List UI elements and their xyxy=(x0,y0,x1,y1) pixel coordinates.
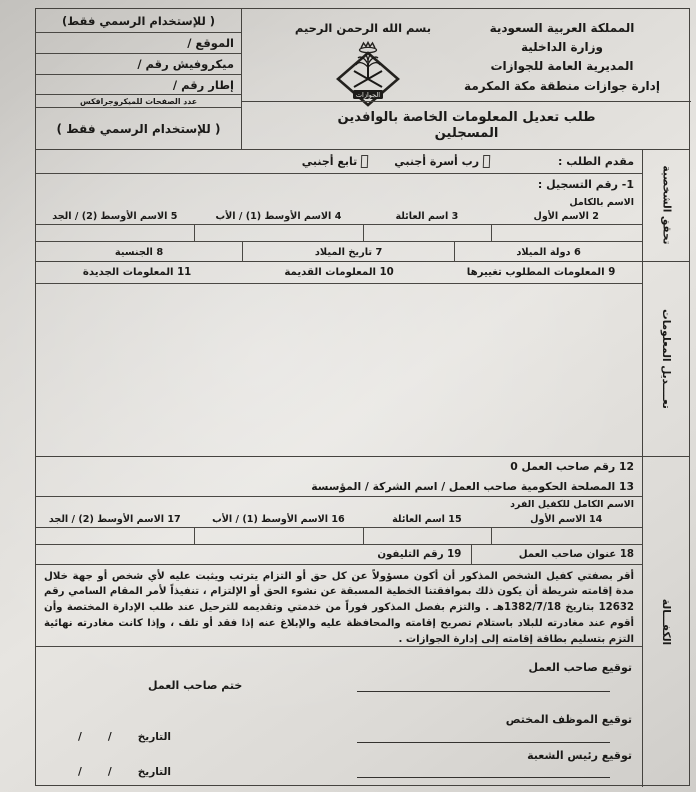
sponsor-fullname-label: الاسم الكامل للكفيل الفرد xyxy=(510,498,634,510)
chief-date-label: التاريخ xyxy=(137,765,172,778)
applicant-type-row xyxy=(36,150,642,174)
family-head-checkbox[interactable] xyxy=(483,155,490,168)
sidebar-sponsorship-label: الكفـــالة xyxy=(659,598,672,645)
dependent-option-label: تابع أجنبي xyxy=(301,155,358,168)
phone-number-label: 19 رقم التليفون xyxy=(377,548,462,560)
section-chief-signature-label: توقيع رئيس الشعبة xyxy=(527,748,632,762)
signatures-area xyxy=(36,647,642,787)
family-name-header: 3 اسم العائلة xyxy=(395,211,459,222)
location-label: الموقع / xyxy=(187,36,234,50)
officer-signature-line[interactable] xyxy=(357,742,610,743)
phone-number-cell[interactable] xyxy=(36,545,472,564)
sponsor-first-name-header: 14 الاسم الأول xyxy=(530,513,603,525)
employer-signature-label: توقيع صاحب العمل xyxy=(528,660,632,674)
old-info-header: 10 المعلومات القديمة xyxy=(284,267,394,278)
government-employer-label: 13 المصلحة الحكومية صاحب العمل / اسم الشركة / المؤسسة xyxy=(311,479,634,493)
form-title xyxy=(242,101,691,149)
employer-number-field[interactable] xyxy=(36,457,642,477)
employer-address-label: 18 عنوان صاحب العمل xyxy=(518,548,634,560)
family-name-cell[interactable] xyxy=(363,225,490,241)
sponsor-pledge-paragraph: أقر بصفتي كفيل الشخص المذكور أن أكون مسؤولاً عن كل حق أو التزام يترتب ويثبت عليه لأي شخص أو جهة خلال مدة إقامته شريطة أن يكون ذلك بموافقتنا الخطية المسبقة عن نشوء الحق أو الإلتزام ، تنفيذاً لأمر المقام السامي رقم 12632 بتاريخ 1382/7/18هـ . والتزم بفصل المذكور فوراً من خدمتي وتقديمه للترحيل عند طلب الإدارة المختصة وأن أقوم عند مغادرته للبلاد باستلام تصريح إقامته والمحافظة عليه والإبلاغ عنه إذا فقد أو تلف ، وإذا كانت مغادرته نهائية التزم بتسليم بطاقة إقامته إلى إدارة الجوازات . xyxy=(36,565,642,647)
registration-number-label: 1- رقم التسجيل : xyxy=(537,178,634,191)
bismillah-text: بسم الله الرحمن الرحيم xyxy=(294,21,432,35)
section-sidebar xyxy=(642,150,689,787)
sponsor-fullname-caption xyxy=(36,497,642,512)
letterhead-line-makkah: إدارة جوازات منطقة مكة المكرمة xyxy=(464,78,660,93)
officer-date-slash-1: / xyxy=(107,730,112,743)
registration-number-field[interactable] xyxy=(36,174,642,195)
form-main xyxy=(36,150,642,787)
form-body xyxy=(36,149,689,787)
birth-date-label: 7 تاريخ الميلاد xyxy=(314,246,383,258)
microfiche-field[interactable] xyxy=(36,54,241,75)
sponsor-middle-name-1-header: 16 الاسم الأوسط (1) / الأب xyxy=(212,513,345,525)
birth-country-cell[interactable] xyxy=(454,242,642,262)
official-use-header-label: ( للإستخدام الرسمي فقط) xyxy=(61,13,216,28)
officer-signature-label: توقيع الموظف المختص xyxy=(505,712,632,726)
government-employer-field[interactable] xyxy=(36,477,642,497)
dependent-checkbox[interactable] xyxy=(361,155,368,168)
middle-name-1-header: 4 الاسم الأوسط (1) / الأب xyxy=(215,211,342,222)
chief-date-slash-2: / xyxy=(78,765,82,778)
sidebar-identity-section xyxy=(643,150,689,262)
chief-date-slash-1: / xyxy=(107,765,112,778)
sponsor-middle-name-2-cell[interactable] xyxy=(36,528,194,544)
nationality-label: 8 الجنسية xyxy=(114,246,164,258)
sponsor-middle-name-2-header: 17 الاسم الأوسط (2) / الجد xyxy=(48,513,181,525)
sponsor-family-name-cell[interactable] xyxy=(363,528,490,544)
officer-date-label: التاريخ xyxy=(137,730,172,743)
official-use-box xyxy=(36,9,242,149)
frame-number-field[interactable] xyxy=(36,75,241,95)
officer-date-slash-2: / xyxy=(78,730,82,743)
sponsorship-section xyxy=(36,457,642,787)
employer-signature-line[interactable] xyxy=(357,691,610,692)
employer-number-label: 12 رقم صاحب العمل 0 xyxy=(510,460,634,474)
sidebar-modification-label: تعــــديل المعلومات xyxy=(659,308,672,409)
letterhead-line-directorate: المديرية العامة للجوازات xyxy=(490,59,634,74)
frame-number-label: إطار رقم / xyxy=(172,77,234,92)
section-chief-signature-line[interactable] xyxy=(357,777,610,778)
modification-columns-header xyxy=(36,262,642,284)
sponsor-middle-name-1-cell[interactable] xyxy=(194,528,364,544)
middle-name-1-cell[interactable] xyxy=(194,225,364,241)
micrographics-pages-label: عدد الصفحات للميكروجرافكس xyxy=(79,96,198,106)
location-field[interactable] xyxy=(36,33,241,54)
chief-date-row[interactable] xyxy=(78,766,171,778)
identity-section xyxy=(36,150,642,262)
sponsor-first-name-cell[interactable] xyxy=(491,528,643,544)
fullname-caption xyxy=(36,195,642,209)
micrographics-pages-field[interactable] xyxy=(36,95,241,108)
address-phone-row xyxy=(36,545,642,565)
new-info-header: 11 المعلومات الجديدة xyxy=(82,267,192,278)
middle-name-2-cell[interactable] xyxy=(36,225,194,241)
first-name-header: 2 الاسم الأول xyxy=(533,211,599,222)
official-use-footer xyxy=(36,108,241,149)
birth-date-cell[interactable] xyxy=(242,242,454,262)
microfiche-label: ميكروفيش رقم / xyxy=(137,57,234,71)
employer-stamp-label: ختم صاحب العمل xyxy=(148,678,243,692)
letterhead-line-kingdom: المملكة العربية السعودية xyxy=(489,21,635,35)
nationality-cell[interactable] xyxy=(36,242,242,262)
sponsor-name-input-row xyxy=(36,527,642,545)
name-input-row xyxy=(36,224,642,242)
ministry-letterhead xyxy=(443,19,681,96)
birth-row xyxy=(36,242,642,262)
official-use-header xyxy=(36,9,241,33)
fullname-label: الاسم بالكامل xyxy=(569,196,634,208)
info-to-change-header: 9 المعلومات المطلوب تغييرها xyxy=(466,267,616,278)
modification-entry-area[interactable] xyxy=(36,284,642,456)
letterhead-line-ministry: وزارة الداخلية xyxy=(520,40,604,55)
form-title-line2: المسجلين xyxy=(434,126,499,141)
applicant-label: مقدم الطلب : xyxy=(558,155,634,168)
form-sheet xyxy=(35,8,690,786)
middle-name-2-header: 5 الاسم الأوسط (2) / الجد xyxy=(52,211,178,222)
sponsor-family-name-header: 15 اسم العائلة xyxy=(392,513,462,525)
name-columns-header xyxy=(36,209,642,224)
first-name-cell[interactable] xyxy=(491,225,643,241)
family-head-option-label: رب أسرة أجنبي xyxy=(394,155,480,168)
officer-date-row[interactable] xyxy=(78,731,171,743)
employer-address-cell[interactable] xyxy=(472,545,642,564)
sidebar-modification-section xyxy=(643,262,689,457)
birth-country-label: 6 دولة الميلاد xyxy=(516,246,581,258)
form-title-line1: طلب تعديل المعلومات الخاصة بالوافدين xyxy=(337,110,596,125)
modification-section xyxy=(36,262,642,457)
sponsor-name-columns-header xyxy=(36,512,642,527)
emblem-banner-label: الجوازات xyxy=(355,91,381,99)
sidebar-identity-label: تحقق الشخصية xyxy=(659,165,672,245)
sidebar-sponsorship-section xyxy=(643,457,689,787)
official-use-footer-label: ( للإستخدام الرسمي فقط ) xyxy=(56,121,221,136)
